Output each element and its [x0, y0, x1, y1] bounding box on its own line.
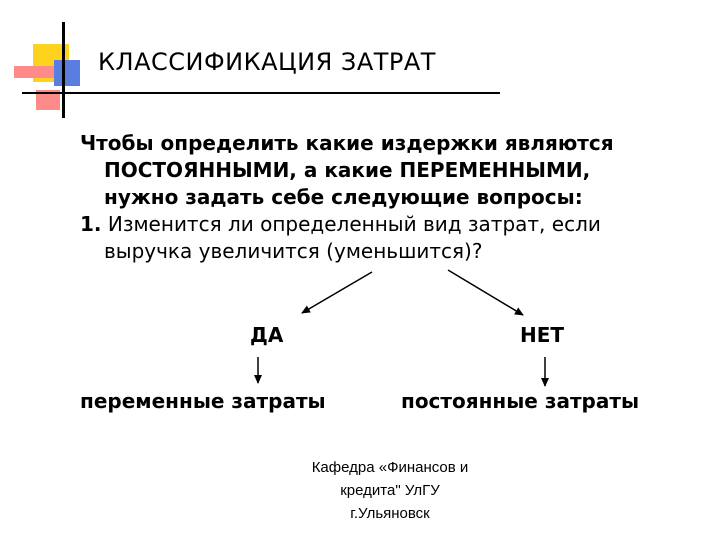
yes-node: ДА: [250, 323, 284, 347]
question-line-2: выручка увеличится (уменьшится)?: [104, 239, 483, 263]
footer: [290, 456, 490, 525]
arrow-to-yes: [302, 272, 372, 313]
yes-result: переменные затраты: [80, 389, 326, 413]
footer-line-1: Кафедра «Финансов и: [311, 459, 469, 476]
no-result: постоянные затраты: [401, 389, 640, 413]
footer-line-3: г.Ульяновск: [350, 505, 430, 522]
arrow-to-no: [448, 270, 523, 315]
question-number: 1.: [80, 212, 102, 236]
intro-line-1: Чтобы определить какие издержки являются: [80, 131, 614, 155]
intro-line-2: ПОСТОЯННЫМИ, а какие ПЕРЕМЕННЫМИ,: [104, 158, 591, 182]
question-text-1: Изменится ли определенный вид затрат, если: [101, 212, 601, 236]
footer-line-2: кредита" УлГУ: [340, 482, 440, 499]
intro-line-3: нужно задать себе следующие вопросы:: [104, 185, 583, 209]
no-node: НЕТ: [520, 323, 565, 347]
slide-title: КЛАССИФИКАЦИЯ ЗАТРАТ: [98, 48, 436, 76]
